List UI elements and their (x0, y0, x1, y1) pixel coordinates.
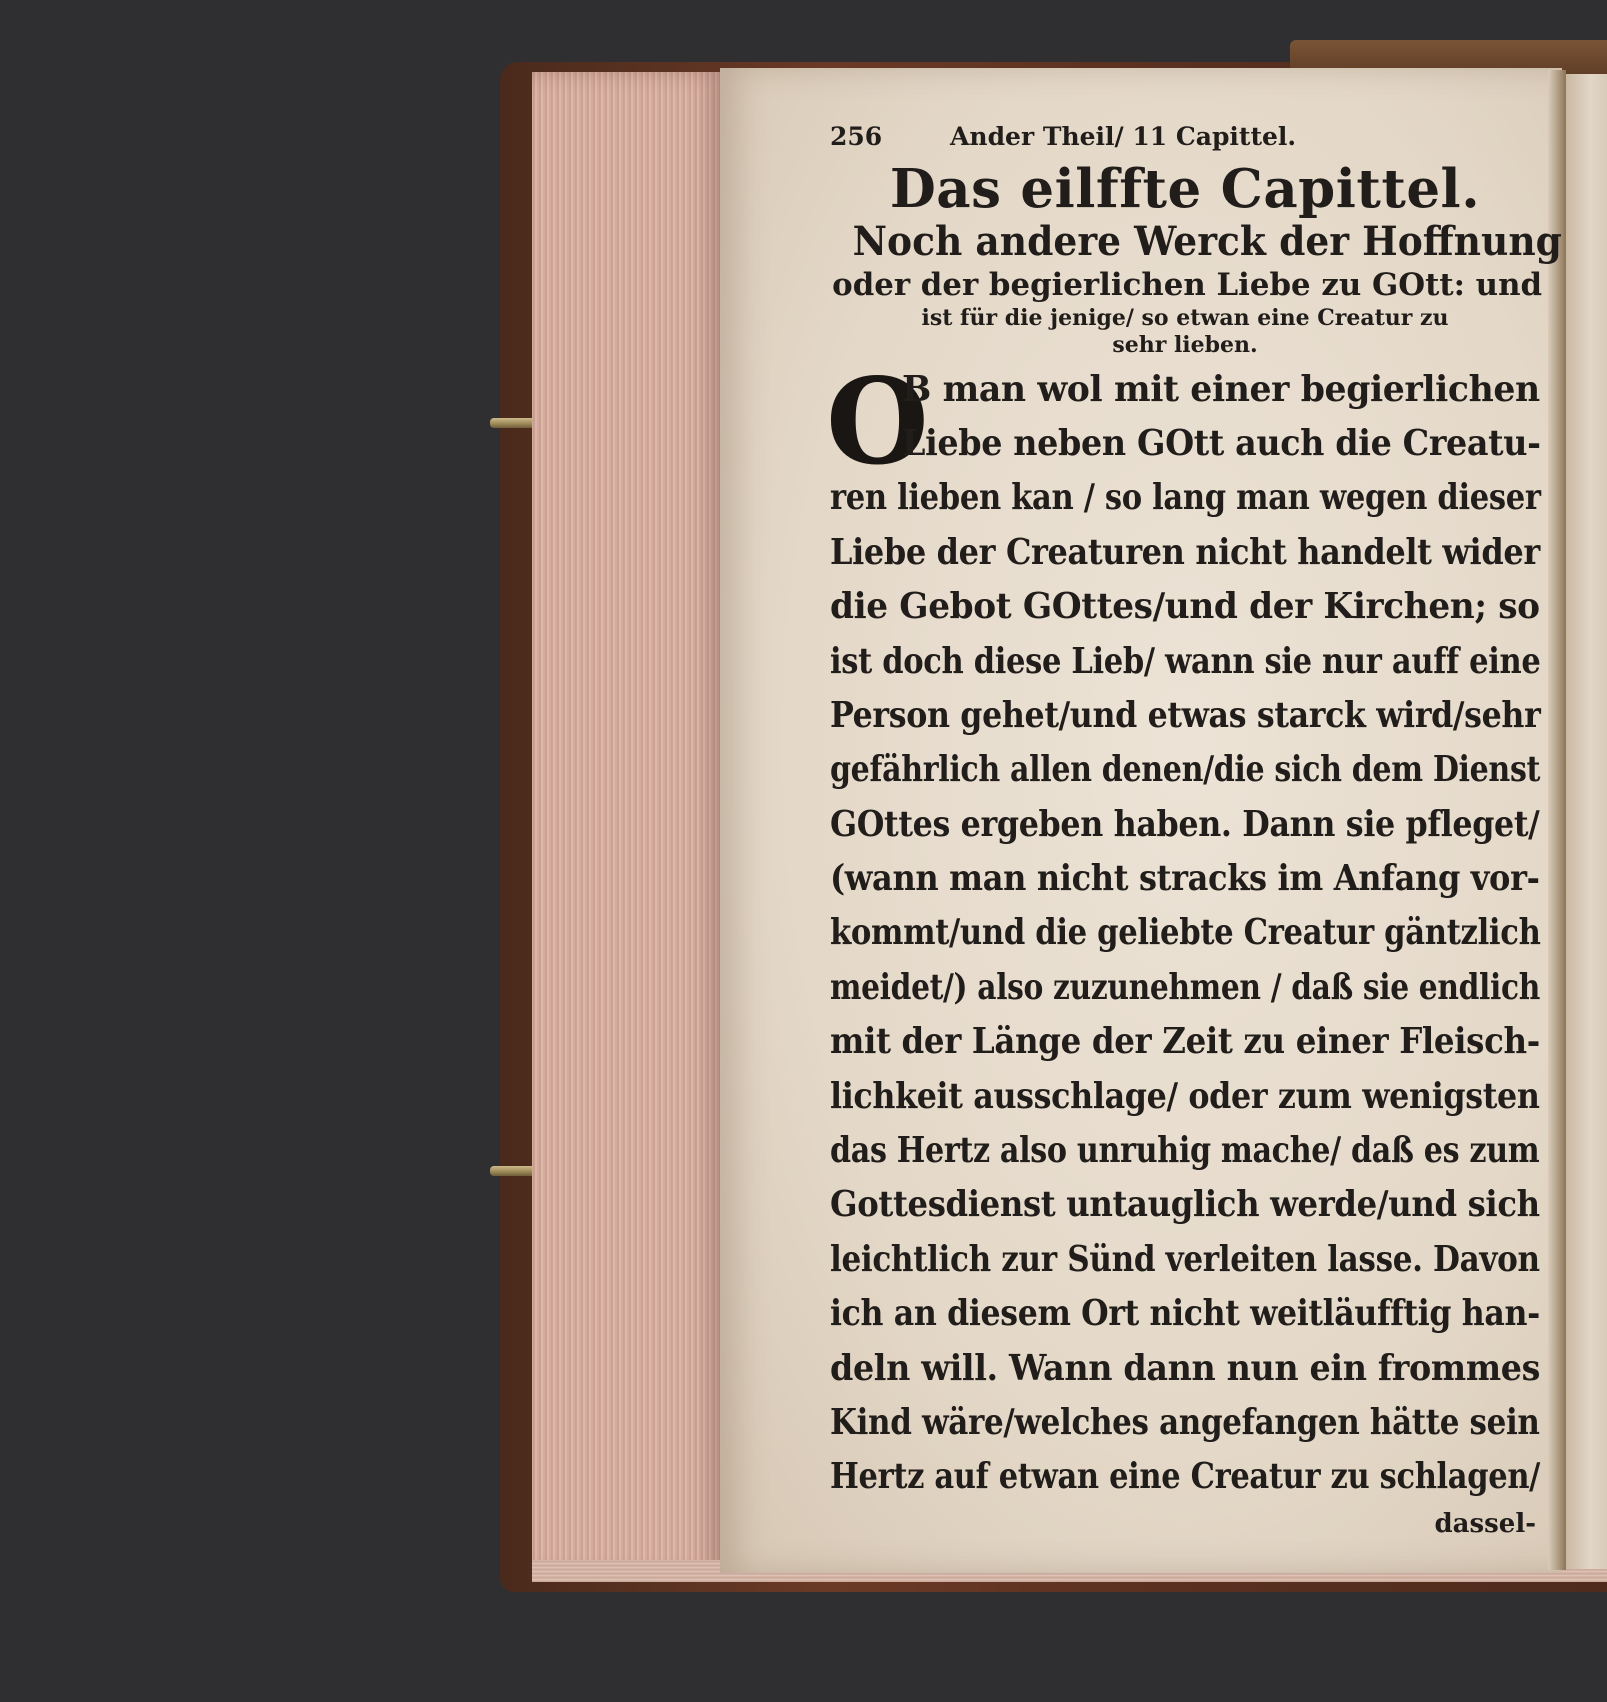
running-head-title: Ander Theil/ 11 Capittel. (950, 122, 1297, 151)
body-line: ren lieben kan / so lang man wegen dieser (830, 477, 1541, 519)
chapter-title: Das eilffte Capittel. (889, 158, 1481, 220)
page-number: 256 (830, 122, 883, 151)
body-line: ich an diesem Ort nicht weitläufftig han- (830, 1293, 1540, 1335)
facing-page-sliver (1566, 74, 1607, 1569)
page-edges (532, 72, 722, 1577)
running-head (830, 118, 1540, 158)
body-line: das Hertz also unruhig mache/ daß es zum (830, 1130, 1540, 1172)
body-line: deln will. Wann dann nun ein frommes (830, 1347, 1541, 1389)
gutter (1548, 70, 1566, 1570)
body-line: lichkeit ausschlage/ oder zum wenigsten (830, 1075, 1540, 1117)
body-line: Liebe neben GOtt auch die Creatu- (902, 422, 1541, 464)
body-line: Liebe der Creaturen nicht handelt wider (830, 531, 1540, 573)
body-line: die Gebot GOttes/und der Kirchen; so (830, 586, 1540, 628)
body-line: Kind wäre/welches angefangen hätte sein (830, 1401, 1540, 1443)
body-line: kommt/und die geliebte Creatur gäntzlich (830, 912, 1541, 954)
body-line: Person gehet/und etwas starck wird/sehr (830, 694, 1541, 736)
body-line: GOttes ergeben haben. Dann sie pfleget/ (830, 803, 1540, 845)
body-line: B man wol mit einer begierlichen (902, 368, 1540, 410)
body-line: (wann man nicht stracks im Anfang vor- (830, 858, 1540, 900)
catchword: dassel- (1434, 1508, 1536, 1539)
body-line: ist doch diese Lieb/ wann sie nur auff eine (830, 640, 1541, 682)
body-line: Gottesdienst untauglich werde/und sich (830, 1184, 1540, 1226)
body-line: mit der Länge der Zeit zu einer Fleisch- (830, 1021, 1540, 1063)
body-line: Hertz auf etwan eine Creatur zu schlagen/ (830, 1456, 1540, 1498)
chapter-subtitle-line: sehr lieben. (1112, 331, 1258, 358)
page-text (826, 118, 1562, 1539)
body-text (826, 351, 1541, 1505)
drop-cap: O (826, 351, 929, 491)
chapter-subtitle-line: Noch andere Werck der Hoffnung (852, 218, 1562, 266)
chapter-subtitle-line: ist für die jenige/ so etwan eine Creatur zu (921, 304, 1449, 331)
chapter-subtitle-line: oder der begierlichen Liebe zu GOtt: und (832, 267, 1543, 304)
body-line: meidet/) also zuzunehmen / daß sie endlich (830, 966, 1540, 1008)
body-line: gefährlich allen denen/die sich dem Dienst (830, 749, 1541, 791)
body-line: leichtlich zur Sünd verleiten lasse. Davon (830, 1238, 1540, 1280)
